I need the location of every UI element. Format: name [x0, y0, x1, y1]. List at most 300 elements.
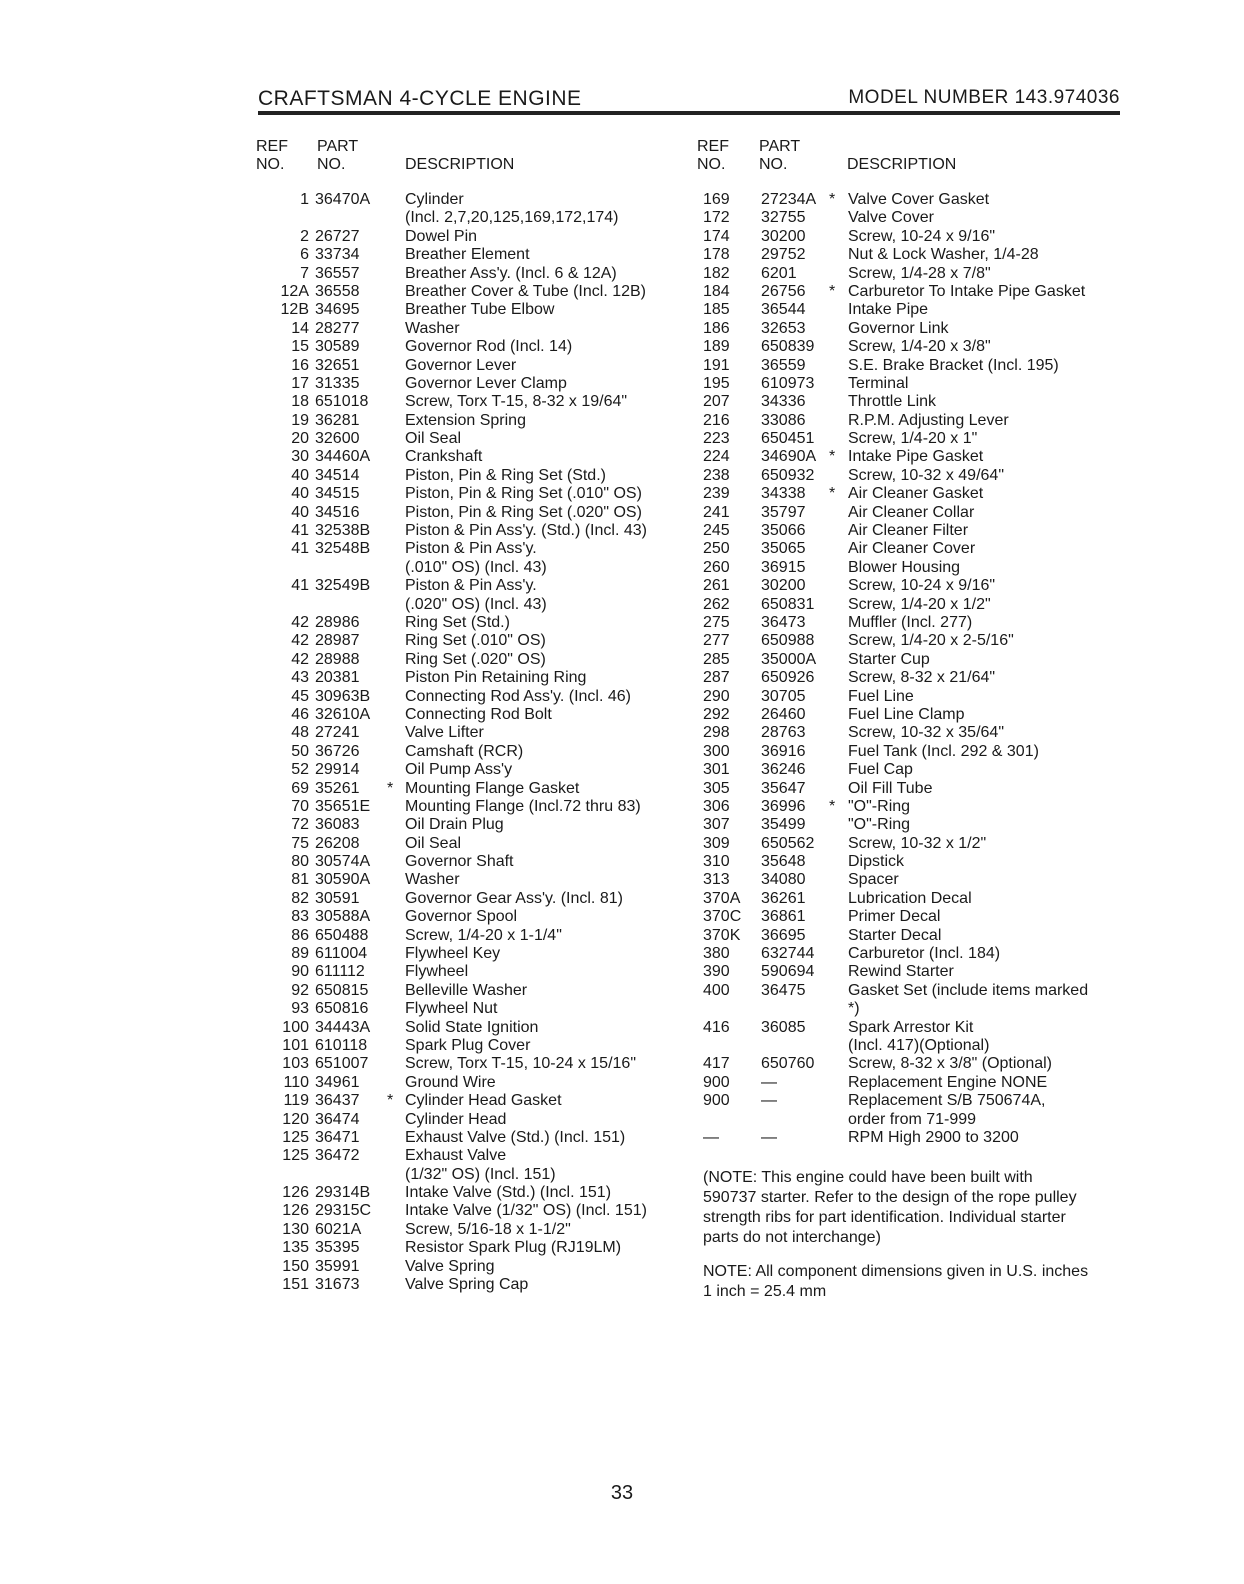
ref-number: 207: [703, 393, 730, 411]
parts-row: [255, 1202, 685, 1220]
part-description: Breather Element: [405, 246, 530, 264]
part-number: 650451: [761, 430, 815, 448]
ref-number: 277: [703, 632, 730, 650]
parts-row: [703, 632, 1128, 650]
part-number: —: [761, 1092, 777, 1110]
part-number: 30200: [761, 577, 806, 595]
part-number: 29752: [761, 246, 806, 264]
ref-number: 2: [300, 227, 309, 245]
ref-number: 260: [703, 558, 730, 576]
parts-row: [703, 375, 1128, 393]
part-description: Oil Fill Tube: [848, 779, 933, 797]
part-number: 650488: [315, 926, 369, 944]
gasket-set-marker: *: [829, 448, 836, 466]
ref-number: 307: [703, 816, 730, 834]
part-description: Valve Spring: [405, 1257, 495, 1275]
parts-row: [255, 1221, 685, 1239]
part-number: 36281: [315, 411, 360, 429]
part-description: Replacement Engine NONE: [848, 1073, 1048, 1091]
part-description: Air Cleaner Collar: [848, 503, 975, 521]
part-description: Throttle Link: [848, 393, 937, 411]
part-description: Belleville Washer: [405, 981, 528, 999]
part-number: 36726: [315, 742, 360, 760]
part-description: Screw, 10-32 x 1/2": [848, 834, 987, 852]
part-description: Mounting Flange Gasket: [405, 779, 580, 797]
part-number: 34515: [315, 485, 360, 503]
part-number: 36083: [315, 816, 360, 834]
part-description: S.E. Brake Bracket (Incl. 195): [848, 356, 1059, 374]
part-description: Breather Cover & Tube (Incl. 12B): [405, 282, 646, 300]
part-number: 32653: [761, 319, 806, 337]
parts-row: [255, 1092, 685, 1110]
parts-row: [255, 1000, 685, 1018]
ref-number: 125: [282, 1147, 309, 1165]
part-number: 35066: [761, 522, 806, 540]
ref-number: 174: [703, 227, 730, 245]
ref-number: 250: [703, 540, 730, 558]
parts-row: [703, 577, 1128, 595]
part-description: Governor Lever: [405, 356, 517, 374]
part-number: 34695: [315, 301, 360, 319]
part-description: Screw, 10-32 x 35/64": [848, 724, 1004, 742]
part-description: Intake Pipe: [848, 301, 929, 319]
ref-number: 126: [282, 1202, 309, 1220]
ref-number: 20: [291, 430, 309, 448]
parts-row: [255, 706, 685, 724]
parts-row: [703, 540, 1128, 558]
ref-number: 6: [300, 246, 309, 264]
gasket-set-marker: *: [829, 485, 836, 503]
ref-number: 900: [703, 1092, 730, 1110]
parts-row: [255, 724, 685, 742]
ref-number: 46: [291, 705, 309, 723]
ref-number: 42: [291, 632, 309, 650]
part-description: Intake Valve (Std.) (Incl. 151): [405, 1184, 612, 1202]
part-description: Dowel Pin: [405, 227, 478, 245]
parts-row: [255, 963, 685, 981]
part-number: 28763: [761, 724, 806, 742]
ref-number: 82: [291, 889, 309, 907]
part-number: 32548B: [315, 540, 371, 558]
parts-row: [255, 1276, 685, 1294]
ref-number: 262: [703, 595, 730, 613]
parts-row: [255, 927, 685, 945]
part-number: 34514: [315, 466, 360, 484]
part-number: 32610A: [315, 705, 371, 723]
part-number: 6201: [761, 264, 797, 282]
part-number: 27241: [315, 724, 360, 742]
part-description: Piston, Pin & Ring Set (Std.): [405, 466, 606, 484]
ref-number: 90: [291, 963, 309, 981]
parts-row: [255, 320, 685, 338]
ref-number: 400: [703, 981, 730, 999]
parts-row: [703, 927, 1128, 945]
part-description: Rewind Starter: [848, 963, 954, 981]
part-description: Spark Plug Cover: [405, 1036, 531, 1054]
part-description: Extension Spring: [405, 411, 526, 429]
part-number: 35648: [761, 853, 806, 871]
part-description: Piston & Pin Ass'y. (Std.) (Incl. 43): [405, 522, 647, 540]
part-description: Ground Wire: [405, 1073, 496, 1091]
parts-row: [255, 816, 685, 834]
part-description: Flywheel Nut: [405, 1000, 498, 1018]
part-number: 650988: [761, 632, 815, 650]
part-number: 35797: [761, 503, 806, 521]
part-description: Fuel Tank (Incl. 292 & 301): [848, 742, 1039, 760]
part-number: 610118: [315, 1036, 368, 1054]
ref-number: 370A: [703, 889, 741, 907]
part-number: 34443A: [315, 1018, 371, 1036]
part-number: 35261: [315, 779, 360, 797]
ref-number: 130: [282, 1220, 309, 1238]
parts-row: [255, 761, 685, 779]
part-description: Governor Rod (Incl. 14): [405, 338, 573, 356]
part-description: Exhaust Valve (Std.) (Incl. 151): [405, 1128, 626, 1146]
gasket-set-marker: *: [829, 282, 836, 300]
parts-row: [703, 1037, 1128, 1055]
ref-number: 52: [291, 761, 309, 779]
part-number: 650926: [761, 669, 815, 687]
part-number: 650760: [761, 1055, 815, 1073]
part-description: Terminal: [848, 374, 909, 392]
ref-number: 285: [703, 650, 730, 668]
ref-number: 12A: [280, 282, 309, 300]
part-number: 632744: [761, 945, 815, 963]
parts-row: [255, 504, 685, 522]
ref-header-2: NO.: [697, 156, 726, 173]
parts-row: [255, 393, 685, 411]
parts-row: [703, 265, 1128, 283]
parts-row: [255, 338, 685, 356]
parts-row: [703, 614, 1128, 632]
page-number: 33: [610, 1482, 634, 1504]
parts-row: [703, 412, 1128, 430]
part-number: 33086: [761, 411, 806, 429]
right-column-headers: [697, 138, 1117, 178]
parts-row: [255, 596, 685, 614]
part-description: Fuel Line Clamp: [848, 705, 965, 723]
ref-number: 110: [283, 1073, 309, 1091]
parts-row: [703, 816, 1128, 834]
ref-number: 50: [291, 742, 309, 760]
parts-row: [255, 1111, 685, 1129]
parts-row: [703, 191, 1128, 209]
parts-row: [255, 835, 685, 853]
part-description: Oil Pump Ass'y: [405, 761, 513, 779]
ref-number: 261: [703, 577, 730, 595]
part-number: 35000A: [761, 650, 817, 668]
parts-row: [703, 283, 1128, 301]
ref-number: 184: [703, 282, 730, 300]
document-title: CRAFTSMAN 4-CYCLE ENGINE: [258, 87, 582, 110]
gasket-set-marker: *: [387, 779, 394, 797]
part-description: Governor Lever Clamp: [405, 374, 567, 392]
part-number: 36915: [761, 558, 806, 576]
parts-row: [255, 1037, 685, 1055]
ref-number: 417: [703, 1055, 730, 1073]
parts-row: [255, 798, 685, 816]
parts-row: [703, 559, 1128, 577]
part-description: Camshaft (RCR): [405, 742, 524, 760]
parts-row: [255, 945, 685, 963]
ref-number: 305: [703, 779, 730, 797]
part-number: 33734: [315, 246, 360, 264]
ref-number: 1: [300, 191, 309, 208]
part-number: 36558: [315, 282, 360, 300]
part-description: Replacement S/B 750674A,: [848, 1092, 1046, 1110]
part-description: Valve Lifter: [405, 724, 484, 742]
part-number: 31673: [315, 1276, 360, 1294]
part-number: 36261: [761, 889, 806, 907]
ref-number: 390: [703, 963, 730, 981]
part-number: 36475: [761, 981, 806, 999]
ref-number: 40: [291, 485, 309, 503]
part-description: Piston, Pin & Ring Set (.020" OS): [405, 503, 642, 521]
part-number: 30589: [315, 338, 360, 356]
parts-row: [255, 209, 685, 227]
gasket-set-marker: *: [829, 797, 836, 815]
ref-header-1: REF: [256, 138, 288, 155]
parts-row: [255, 467, 685, 485]
parts-row: [255, 265, 685, 283]
part-description: Cylinder Head Gasket: [405, 1092, 562, 1110]
part-number: 34080: [761, 871, 806, 889]
parts-row: [703, 706, 1128, 724]
part-description: (1/32" OS) (Incl. 151): [405, 1165, 556, 1183]
parts-row: [255, 614, 685, 632]
part-number: 36246: [761, 761, 806, 779]
part-description: Screw, 1/4-20 x 1": [848, 430, 978, 448]
dimensions-note: NOTE: All component dimensions given in U.S. inches 1 inch = 25.4 mm: [703, 1263, 1089, 1300]
parts-row: [255, 1055, 685, 1073]
part-description: Blower Housing: [848, 558, 961, 576]
part-description: Crankshaft: [405, 448, 483, 466]
parts-row: [255, 1074, 685, 1092]
parts-row: [703, 228, 1128, 246]
part-number: 29315C: [315, 1202, 372, 1220]
part-number: 610973: [761, 374, 815, 392]
parts-row: [255, 357, 685, 375]
part-description: Mounting Flange (Incl.72 thru 83): [405, 797, 641, 815]
part-number: 36916: [761, 742, 806, 760]
part-description: Ring Set (.010" OS): [405, 632, 546, 650]
parts-row: [703, 209, 1128, 227]
ref-number: 185: [703, 301, 730, 319]
part-description: Cylinder: [405, 191, 464, 208]
parts-row: [703, 688, 1128, 706]
ref-number: 189: [703, 338, 730, 356]
parts-row: [703, 301, 1128, 319]
part-description: Screw, Torx T-15, 10-24 x 15/16": [405, 1055, 636, 1073]
ref-number: 45: [291, 687, 309, 705]
part-number: 30705: [761, 687, 806, 705]
parts-row: [703, 743, 1128, 761]
parts-row: [703, 780, 1128, 798]
ref-number: 14: [291, 319, 309, 337]
parts-row: [703, 1074, 1128, 1092]
part-number: 26208: [315, 834, 360, 852]
ref-number: 172: [703, 209, 730, 227]
ref-number: 306: [703, 797, 730, 815]
parts-row: [703, 908, 1128, 926]
ref-number: 300: [703, 742, 730, 760]
part-number: 34338: [761, 485, 806, 503]
ref-number: 125: [282, 1128, 309, 1146]
part-description: Valve Spring Cap: [405, 1276, 529, 1294]
part-description: Screw, 5/16-18 x 1-1/2": [405, 1220, 571, 1238]
part-description: Solid State Ignition: [405, 1018, 539, 1036]
ref-header-2: NO.: [256, 156, 285, 173]
parts-row: [255, 246, 685, 264]
parts-row: [703, 467, 1128, 485]
part-description: Screw, 1/4-20 x 1-1/4": [405, 926, 562, 944]
part-description: Washer: [405, 871, 460, 889]
ref-number: 42: [291, 650, 309, 668]
parts-row: [255, 375, 685, 393]
part-number: 36472: [315, 1147, 360, 1165]
parts-row: [255, 228, 685, 246]
part-number: 34961: [315, 1073, 360, 1091]
part-number: 30574A: [315, 853, 371, 871]
part-number: 28987: [315, 632, 360, 650]
part-number: 35647: [761, 779, 806, 797]
part-number: 650562: [761, 834, 815, 852]
part-description: Valve Cover Gasket: [848, 191, 990, 208]
header-rule: [258, 111, 1120, 115]
part-description: (.010" OS) (Incl. 43): [405, 558, 547, 576]
ref-number: 126: [282, 1184, 309, 1202]
part-description: Connecting Rod Ass'y. (Incl. 46): [405, 687, 631, 705]
part-number: 29314B: [315, 1184, 371, 1202]
ref-number: 151: [282, 1276, 309, 1294]
ref-number: 275: [703, 613, 730, 631]
part-number: 34690A: [761, 448, 817, 466]
ref-number: 86: [291, 926, 309, 944]
ref-number: 191: [703, 356, 730, 374]
parts-row: [255, 430, 685, 448]
parts-row: [703, 1055, 1128, 1073]
part-description: R.P.M. Adjusting Lever: [848, 411, 1009, 429]
ref-number: 43: [291, 669, 309, 687]
part-description: Screw, 1/4-20 x 2-5/16": [848, 632, 1014, 650]
part-description: Fuel Line: [848, 687, 914, 705]
part-number: 651007: [315, 1055, 369, 1073]
ref-number: 182: [703, 264, 730, 282]
ref-number: 309: [703, 834, 730, 852]
ref-number: 239: [703, 485, 730, 503]
part-description: Screw, 1/4-20 x 3/8": [848, 338, 991, 356]
parts-row: [255, 982, 685, 1000]
part-number: 31335: [315, 374, 360, 392]
ref-number: 900: [703, 1073, 730, 1091]
part-number: 36471: [315, 1128, 360, 1146]
parts-row: [255, 908, 685, 926]
part-header-2: NO.: [759, 156, 788, 173]
parts-row: [703, 982, 1128, 1000]
part-number: 35395: [315, 1239, 360, 1257]
parts-row: [703, 853, 1128, 871]
parts-row: [703, 945, 1128, 963]
part-number: 36474: [315, 1110, 360, 1128]
part-header-1: PART: [317, 138, 359, 155]
ref-number: 169: [703, 191, 730, 208]
parts-row: [703, 1019, 1128, 1037]
part-number: 590694: [761, 963, 815, 981]
ref-number: 195: [703, 374, 730, 392]
ref-number: 16: [291, 356, 309, 374]
part-description: Governor Spool: [405, 908, 518, 926]
part-description: Carburetor To Intake Pipe Gasket: [848, 282, 1086, 300]
part-description: Screw, Torx T-15, 8-32 x 19/64": [405, 393, 628, 411]
ref-number: 223: [703, 430, 730, 448]
part-description: Breather Tube Elbow: [405, 301, 555, 319]
part-description: Oil Drain Plug: [405, 816, 504, 834]
parts-row: [703, 871, 1128, 889]
part-description: Oil Seal: [405, 430, 462, 448]
parts-row: [703, 357, 1128, 375]
parts-row: [703, 835, 1128, 853]
part-number: 32651: [315, 356, 360, 374]
part-number: 28986: [315, 613, 360, 631]
part-description: Screw, 8-32 x 3/8" (Optional): [848, 1055, 1052, 1073]
ref-number: 380: [703, 945, 730, 963]
part-description: Air Cleaner Cover: [848, 540, 976, 558]
parts-row: [703, 448, 1128, 466]
part-number: 26460: [761, 705, 806, 723]
part-description: Muffler (Incl. 277): [848, 613, 973, 631]
part-number: 35499: [761, 816, 806, 834]
part-description: Spark Arrestor Kit: [848, 1018, 974, 1036]
ref-number: 18: [291, 393, 309, 411]
ref-number: 70: [291, 797, 309, 815]
part-number: 35065: [761, 540, 806, 558]
part-number: 34336: [761, 393, 806, 411]
ref-number: 81: [291, 871, 309, 889]
ref-number: 41: [291, 577, 309, 595]
part-description: Piston Pin Retaining Ring: [405, 669, 587, 687]
part-number: 29914: [315, 761, 360, 779]
ref-number: 178: [703, 246, 730, 264]
part-description: Screw, 10-24 x 9/16": [848, 227, 996, 245]
parts-row: [703, 338, 1128, 356]
parts-row: [255, 1129, 685, 1147]
part-description: Starter Cup: [848, 650, 930, 668]
part-number: 32755: [761, 209, 806, 227]
ref-header-1: REF: [697, 138, 729, 155]
parts-row: [255, 1258, 685, 1276]
part-number: 6021A: [315, 1220, 362, 1238]
parts-row: [255, 485, 685, 503]
parts-row: [255, 688, 685, 706]
part-number: 30588A: [315, 908, 371, 926]
ref-number: 292: [703, 705, 730, 723]
part-number: 36557: [315, 264, 360, 282]
part-number: 36996: [761, 797, 806, 815]
part-description: Screw, 10-24 x 9/16": [848, 577, 996, 595]
ref-number: 89: [291, 945, 309, 963]
part-description: Flywheel Key: [405, 945, 501, 963]
parts-row: [703, 1092, 1128, 1110]
part-description: *): [848, 1000, 860, 1018]
ref-number: 100: [282, 1018, 309, 1036]
parts-row: [255, 780, 685, 798]
part-description: Lubrication Decal: [848, 889, 972, 907]
parts-row: [703, 1111, 1128, 1129]
parts-row: [255, 1184, 685, 1202]
parts-row: [703, 963, 1128, 981]
gasket-set-marker: *: [387, 1092, 394, 1110]
ref-number: 42: [291, 613, 309, 631]
